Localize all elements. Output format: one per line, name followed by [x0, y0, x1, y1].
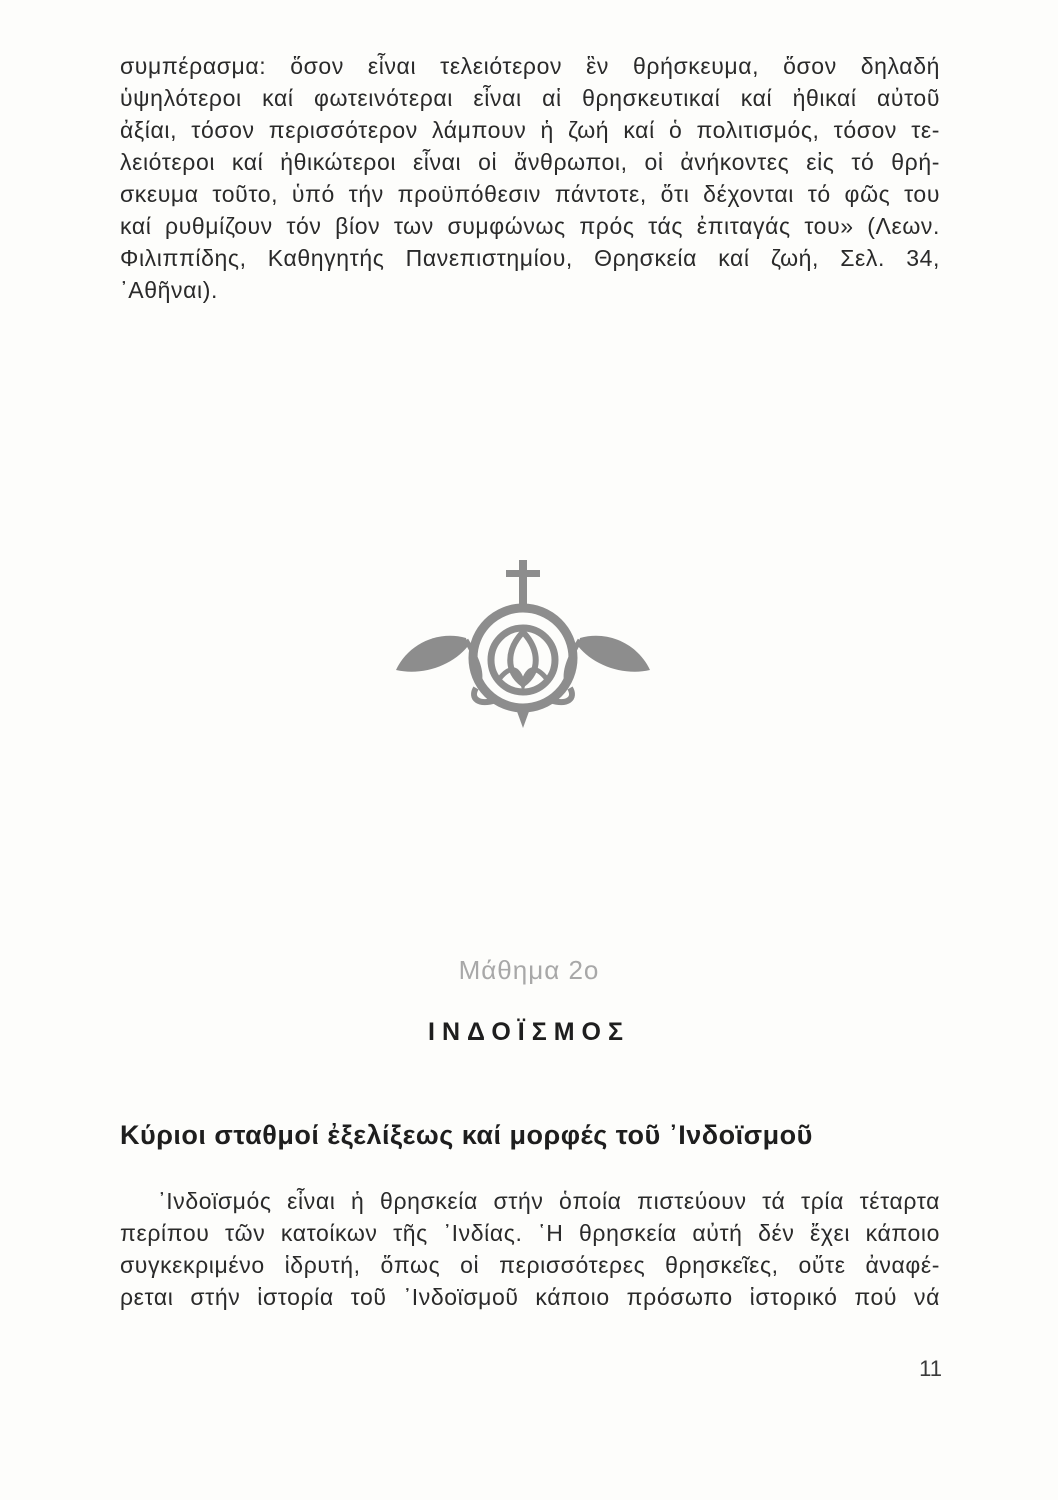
quote-line: καί ρυθμίζουν τόν βίον των συμφώνως πρός τάς ἐπιταγάς του» (Λεων.: [120, 213, 940, 239]
quote-line: ὑψηλότεροι καί φωτεινότεραι εἶναι αἱ θρησκευτικαί καί ἠθικαί αὐτοῦ: [120, 85, 940, 111]
quote-line: Φιλιππίδης, Καθηγητής Πανεπιστημίου, Θρησκεία καί ζωή, Σελ. 34,: [120, 245, 940, 271]
cross-floral-ornament-icon: [378, 560, 668, 730]
body-line: ᾿Ινδοϊσμός εἶναι ἡ θρησκεία στήν ὁποία πιστεύουν τά τρία τέταρτα: [158, 1188, 940, 1214]
quote-line: ᾿Αθῆναι).: [120, 277, 218, 303]
body-paragraph: [120, 1185, 940, 1313]
quote-line: συμπέρασμα: ὅσον εἶναι τελειότερον ἓν θρήσκευμα, ὅσον δηλαδή: [120, 53, 940, 79]
quote-line: λειότεροι καί ἠθικώτεροι εἶναι οἱ ἄνθρωποι, οἱ ἀνήκοντες εἰς τό θρή-: [120, 149, 940, 175]
quote-paragraph: [120, 50, 940, 306]
section-heading: Κύριοι σταθμοί ἐξελίξεως καί μορφές τοῦ ᾿Ινδοϊσμοῦ: [120, 1120, 813, 1150]
page-number: 11: [919, 1356, 942, 1381]
body-line: συγκεκριμένο ἱδρυτή, ὅπως οἱ περισσότερες θρησκεῖες, οὔτε ἀναφέ-: [120, 1252, 940, 1278]
body-line: ρεται στήν ἱστορία τοῦ ᾿Ινδοϊσμοῦ κάποιο πρόσωπο ἱστορικό πού νά: [120, 1284, 940, 1310]
lesson-label: Μάθημα 2ο: [458, 955, 600, 985]
body-line: περίπου τῶν κατοίκων τῆς ᾿Ινδίας. ῾Η θρησκεία αὐτή δέν ἔχει κάποιο: [120, 1220, 940, 1246]
quote-line: ἀξίαι, τόσον περισσότερον λάμπουν ἡ ζωή καί ὁ πολιτισμός, τόσον τε-: [120, 117, 940, 143]
quote-line: σκευμα τοῦτο, ὑπό τήν προϋπόθεσιν πάντοτε, ὅτι δέχονται τό φῶς του: [120, 181, 940, 207]
chapter-title: ΙΝΔΟΪΣΜΟΣ: [428, 1018, 630, 1046]
